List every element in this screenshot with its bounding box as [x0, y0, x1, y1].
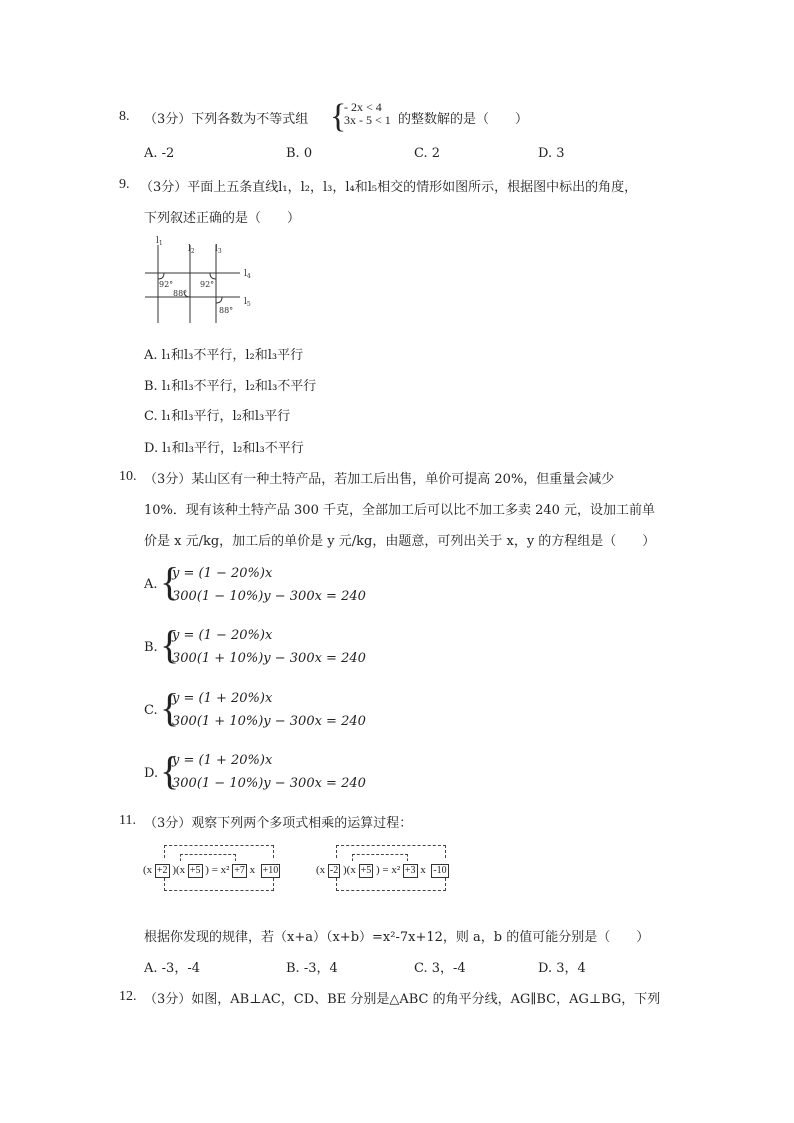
label-l4: $l_4$: [244, 269, 251, 280]
q10-option-c-brace: {: [160, 685, 180, 730]
label-l2: $l_2$: [188, 244, 195, 255]
angle-92-left: 92°: [159, 280, 174, 289]
q9-number: 9.: [119, 177, 130, 192]
q10-option-d-label[interactable]: D.: [144, 766, 159, 781]
q11-expr1-box-d: +10: [262, 865, 279, 876]
q8-number: 8.: [119, 109, 130, 124]
q9-option-b[interactable]: B. l₁和l₃不平行，l₂和l₃不平行: [144, 379, 317, 394]
q11-expr2: (x -2 )(x +5 ) = x² +3 x -10: [316, 864, 447, 876]
q11-expr2-bottom-dash: [336, 878, 446, 891]
q11-expr2-inner-dash: [352, 854, 408, 861]
q10-option-b-brace: {: [160, 622, 180, 667]
q10-line3: 价是 x 元/kg，加工后的单价是 y 元/kg，由题意，可列出关于 x，y 的方程组是（ ）: [144, 534, 656, 549]
q11-expr2-box-b: +5: [360, 865, 372, 876]
q10-option-a-eq1: y = (1 − 20%)x: [172, 566, 273, 581]
q10-option-b-label[interactable]: B.: [144, 640, 158, 655]
q10-option-d-eq1: y = (1 + 20%)x: [172, 753, 273, 768]
q9-figure-lines: [140, 235, 260, 327]
q8-ineq1: - 2x < 4: [344, 100, 382, 114]
q10-option-c-label[interactable]: C.: [144, 703, 158, 718]
q10-number: 10.: [119, 469, 137, 484]
q9-option-a[interactable]: A. l₁和l₃不平行，l₂和l₃平行: [144, 348, 304, 363]
q10-option-a-label[interactable]: A.: [144, 577, 158, 592]
q8-stem-b: 的整数解的是（ ）: [398, 112, 529, 127]
q11-option-d[interactable]: D. 3，4: [538, 961, 586, 976]
q11-expr1: (x +2 )(x +5 ) = x² +7 x +10: [143, 864, 279, 876]
angle-88-middle: 88°: [173, 289, 188, 298]
q11-expr2-box-a: -2: [329, 865, 339, 876]
q10-option-a-brace: {: [160, 559, 180, 604]
label-l1: $l_1$: [156, 236, 163, 247]
q10-line1: （3分）某山区有一种土特产品，若加工后出售，单价可提高 20%，但重量会减少: [144, 472, 615, 487]
q9-option-c[interactable]: C. l₁和l₃平行，l₂和l₃平行: [144, 409, 291, 424]
q11-option-c[interactable]: C. 3，-4: [414, 961, 466, 976]
q11-line2: 根据你发现的规律，若（x+a）（x+b）=x²-7x+12，则 a，b 的值可能分别是（ ）: [144, 930, 650, 945]
angle-92-right: 92°: [200, 280, 215, 289]
q11-expr1-box-c: +7: [234, 865, 245, 876]
q8-system: [344, 101, 391, 127]
q11-expr1-box-a: +2: [156, 865, 168, 876]
q11-expr1-box-b: +5: [189, 865, 201, 876]
q11-expr2-box-d: -10: [433, 865, 447, 876]
q11-stem: （3分）观察下列两个多项式相乘的运算过程：: [144, 816, 413, 831]
q11-expr2-box-c: +3: [404, 865, 416, 876]
label-l5: $l_5$: [244, 297, 251, 308]
q10-option-d-brace: {: [160, 748, 180, 793]
q10-option-b-eq1: y = (1 − 20%)x: [172, 628, 273, 643]
q10-option-a-eq2: 300(1 − 10%)y − 300x = 240: [172, 589, 366, 604]
q12-line1: （3分）如图，AB⊥AC，CD、BE 分别是△ABC 的角平分线，AG∥BC，AG⊥BG，下列: [144, 992, 661, 1007]
q10-line2: 10%．现有该种土特产品 300 千克，全部加工后可以比不加工多卖 240 元，设加工前单: [144, 503, 656, 518]
q11-option-a[interactable]: A. -3，-4: [144, 961, 200, 976]
q10-option-c-eq2: 300(1 + 10%)y − 300x = 240: [172, 714, 366, 729]
q11-expr1-inner-dash: [180, 854, 236, 861]
angle-88-bottom: 88°: [219, 306, 234, 315]
q8-ineq2: 3x - 5 < 1: [344, 113, 391, 127]
q9-line1: （3分）平面上五条直线l₁，l₂，l₃，l₄和l₅相交的情形如图所示，根据图中标出的角度，: [140, 180, 638, 195]
q9-option-d[interactable]: D. l₁和l₃平行，l₂和l₃不平行: [144, 441, 304, 456]
q9-line2: 下列叙述正确的是（ ）: [144, 211, 301, 226]
q10-option-b-eq2: 300(1 + 10%)y − 300x = 240: [172, 651, 366, 666]
q12-number: 12.: [119, 989, 137, 1004]
q10-option-c-eq1: y = (1 + 20%)x: [172, 691, 273, 706]
q8-option-b[interactable]: B. 0: [286, 146, 313, 161]
q8-option-c[interactable]: C. 2: [414, 146, 441, 161]
q8-stem-a: （3分）下列各数为不等式组: [144, 112, 309, 127]
q11-number: 11.: [119, 813, 136, 828]
q8-option-a[interactable]: A. -2: [144, 146, 175, 161]
q11-option-b[interactable]: B. -3，4: [286, 961, 338, 976]
q8-brace: {: [330, 98, 347, 135]
q8-option-d[interactable]: D. 3: [538, 146, 565, 161]
label-l3: $l_3$: [215, 244, 222, 255]
q10-option-d-eq2: 300(1 − 10%)y − 300x = 240: [172, 776, 366, 791]
q11-expr1-bottom-dash: [164, 878, 274, 891]
